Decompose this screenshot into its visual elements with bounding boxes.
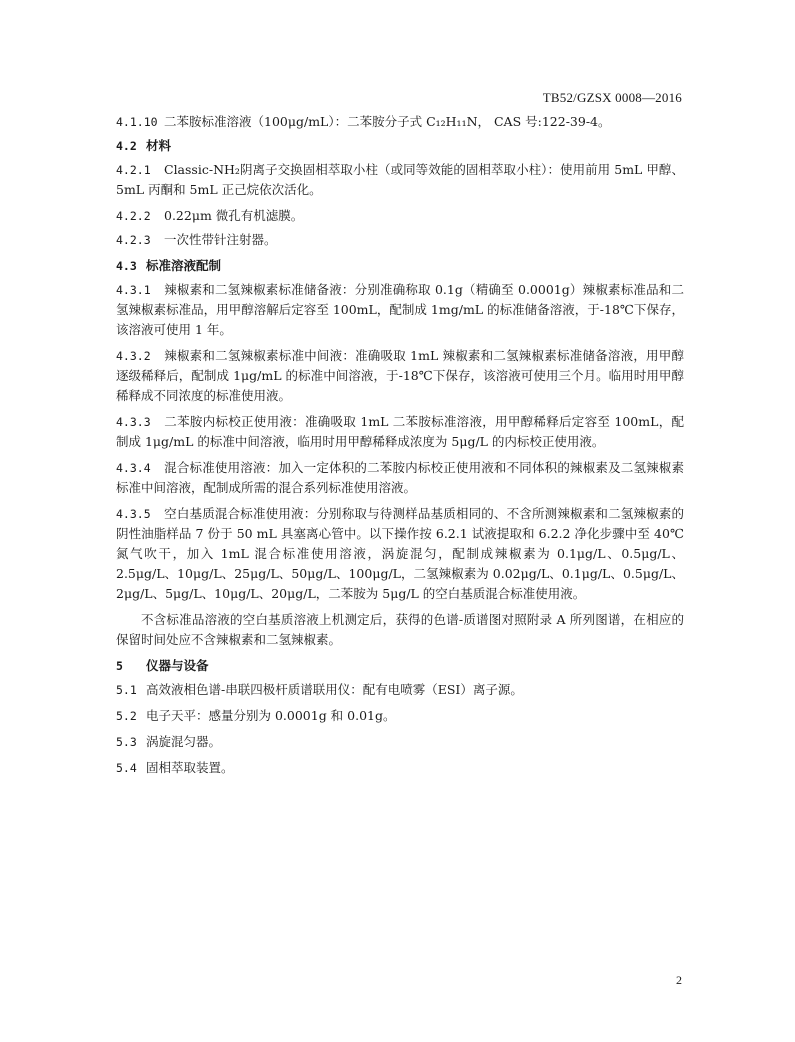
clause-text: 0.22μm 微孔有机滤膜。 xyxy=(164,208,304,223)
note-text: 不含标准品溶液的空白基质溶液上机测定后，获得的色谱-质谱图对照附录 A 所列图谱，在相应的保留时间处应不含辣椒素和二氢辣椒素。 xyxy=(116,612,684,647)
clause-text: 固相萃取装置。 xyxy=(146,760,234,775)
section-5-heading xyxy=(116,656,684,676)
clause-number: 5.2 xyxy=(116,709,137,723)
clause-text: 二苯胺标准溶液（100μg/mL）：二苯胺分子式 C₁₂H₁₁N， CAS 号:122-39-4。 xyxy=(164,114,611,129)
clause-number: 4.3.2 xyxy=(116,349,151,363)
clause-text: 高效液相色谱-串联四极杆质谱联用仪：配有电喷雾（ESI）离子源。 xyxy=(146,682,523,697)
section-title: 材料 xyxy=(146,138,172,153)
clause-number: 4.3.3 xyxy=(116,415,151,429)
clause-text: 电子天平：感量分别为 0.0001g 和 0.01g。 xyxy=(146,708,396,723)
clause-text: 混合标准使用溶液：加入一定体积的二苯胺内标校正使用液和不同体积的辣椒素及二氢辣椒素标准中间溶液，配制成所需的混合系列标准使用溶液。 xyxy=(116,460,684,495)
clause-number: 4.2.1 xyxy=(116,163,151,177)
clause-4-2-3 xyxy=(116,230,684,250)
clause-text: 二苯胺内标校正使用液：准确吸取 1mL 二苯胺标准溶液，用甲醇稀释后定容至 100mL，配制成 1μg/mL 的标准中间溶液，临用时用甲醇稀释成浓度为 5μg/L 的内标校正使用液。 xyxy=(116,414,684,449)
clause-number: 4.3.5 xyxy=(116,507,151,521)
clause-5-3 xyxy=(116,732,684,752)
clause-text: 辣椒素和二氢辣椒素标准中间液：准确吸取 1mL 辣椒素和二氢辣椒素标准储备溶液，用甲醇逐级稀释后，配制成 1μg/mL 的标准中间溶液，于-18℃下保存，该溶液可使用三个月。临用时用甲醇稀释成不同浓度的标准使用液。 xyxy=(116,348,684,403)
clause-4-2-2 xyxy=(116,206,684,226)
section-title: 标准溶液配制 xyxy=(146,258,222,273)
clause-number: 5.1 xyxy=(116,683,137,697)
clause-text: 一次性带针注射器。 xyxy=(164,232,277,247)
clause-number: 5.3 xyxy=(116,735,137,749)
clause-4-3-2 xyxy=(116,346,684,406)
clause-text: 涡旋混匀器。 xyxy=(146,734,222,749)
section-4-3-heading xyxy=(116,256,684,276)
page-number: 2 xyxy=(676,973,682,987)
section-title: 仪器与设备 xyxy=(146,658,209,673)
document-body xyxy=(116,112,684,784)
clause-4-3-1 xyxy=(116,280,684,340)
clause-5-1 xyxy=(116,680,684,700)
blank-matrix-note xyxy=(116,610,684,650)
clause-5-4 xyxy=(116,758,684,778)
clause-number: 4.2.3 xyxy=(116,233,151,247)
clause-number: 4.3.1 xyxy=(116,283,151,297)
section-number: 5 xyxy=(116,659,123,673)
document-header-code: TB52/GZSX 0008—2016 xyxy=(542,90,682,105)
clause-number: 4.2.2 xyxy=(116,209,151,223)
clause-4-3-4 xyxy=(116,458,684,498)
section-number: 4.2 xyxy=(116,139,137,153)
clause-text: 空白基质混合标准使用液：分别称取与待测样品基质相同的、不含所测辣椒素和二氢辣椒素的阴性油脂样品 7 份于 50 mL 具塞离心管中。以下操作按 6.2.1 试液提取和 6.2.2 净化步骤中至 40℃氮气吹干，加入 1mL 混合标准使用溶液，涡旋混匀，配制成辣椒素为 0.1μg/L、0.5μg/L、2.5μg/L、10μg/L、25μg/L、50μg/L、100μg/L，二氢辣椒素为 0.02μg/L、0.1μg/L、0.5μg/L、2μg/L、5μg/L、10μg/L、20μg/L，二苯胺为 5μg/L 的空白基质混合标准使用液。 xyxy=(116,506,684,601)
clause-number: 5.4 xyxy=(116,761,137,775)
clause-number: 4.1.10 xyxy=(116,115,158,129)
clause-text: Classic-NH₂阴离子交换固相萃取小柱（或同等效能的固相萃取小柱）：使用前用 5mL 甲醇、5mL 丙酮和 5mL 正己烷依次活化。 xyxy=(116,162,684,197)
clause-4-1-10 xyxy=(116,112,684,132)
clause-text: 辣椒素和二氢辣椒素标准储备液：分别准确称取 0.1g（精确至 0.0001g）辣椒素标准品和二氢辣椒素标准品，用甲醇溶解后定容至 100mL，配制成 1mg/mL 的标准储备溶液，于-18℃下保存，该溶液可使用 1 年。 xyxy=(116,282,684,337)
clause-4-3-5 xyxy=(116,504,684,604)
section-number: 4.3 xyxy=(116,259,137,273)
clause-4-3-3 xyxy=(116,412,684,452)
clause-4-2-1 xyxy=(116,160,684,200)
section-4-2-heading xyxy=(116,136,684,156)
clause-5-2 xyxy=(116,706,684,726)
clause-number: 4.3.4 xyxy=(116,461,151,475)
